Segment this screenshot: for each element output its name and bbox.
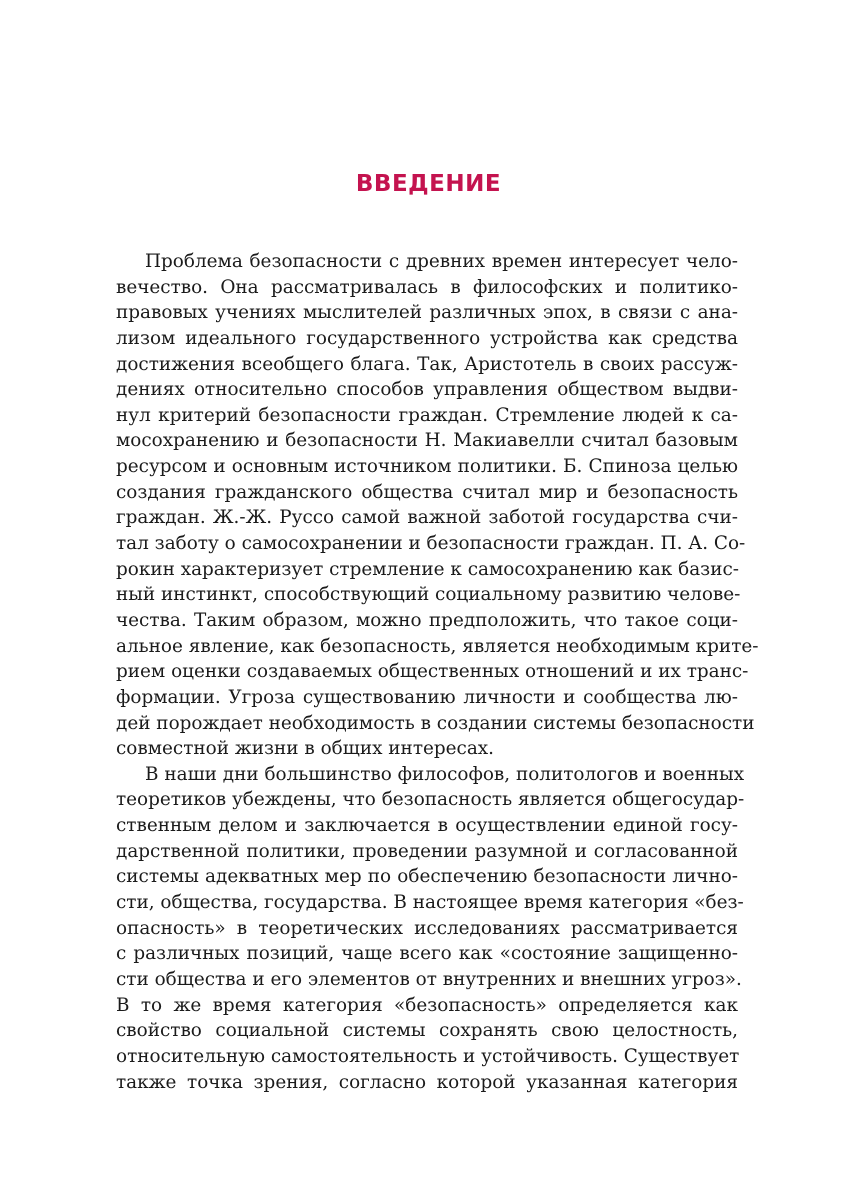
text-line: альное явление, как безопасность, является необходимым крите- — [116, 635, 759, 657]
text-line: лизом идеального государственного устройства как средства — [116, 327, 738, 349]
text-line: ственным делом и заключается в осуществлении единой госу- — [116, 815, 738, 837]
text-line-paragraph-end: совместной жизни в общих интересах. — [116, 738, 495, 760]
text-line: мосохранению и безопасности Н. Макиавелли считал базовым — [116, 430, 738, 452]
text-line: сти общества и его элементов от внутренних и внешних угроз». — [116, 968, 742, 990]
text-line: с различных позиций, чаще всего как «состояние защищенно- — [116, 943, 738, 965]
text-line: дарственной политики, проведении разумной и согласованной — [116, 840, 738, 862]
text-line: свойство социальной системы сохранять свою целостность, — [116, 1020, 738, 1042]
text-line: граждан. Ж.-Ж. Руссо самой важной заботой государства счи- — [116, 507, 738, 529]
text-line: правовых учениях мыслителей различных эпох, в связи с ана- — [116, 302, 738, 324]
text-line: опасность» в теоретических исследованиях рассматривается — [116, 917, 738, 939]
chapter-heading: ВВЕДЕНИЕ — [355, 171, 502, 197]
text-line: вечество. Она рассматривалась в философских и политико- — [116, 276, 738, 298]
text-line: тал заботу о самосохранении и безопасности граждан. П. А. Со- — [116, 533, 746, 555]
body-text — [116, 249, 759, 1095]
text-line: относительную самостоятельность и устойчивость. Существует — [116, 1045, 740, 1067]
text-line: дениях относительно способов управления обществом выдви- — [116, 379, 738, 401]
text-line: рием оценки создаваемых общественных отношений и их транс- — [116, 661, 749, 683]
text-line: В то же время категория «безопасность» определяется как — [116, 994, 738, 1016]
text-line: рокин характеризует стремление к самосохранению как базис- — [116, 558, 739, 580]
text-line: В наши дни большинство философов, политологов и военных — [145, 763, 745, 785]
text-line: сти, общества, государства. В настоящее время категория «без- — [116, 892, 744, 914]
text-line: достижения всеобщего блага. Так, Аристотель в своих рассуж- — [116, 353, 738, 375]
text-line: системы адекватных мер по обеспечению безопасности лично- — [116, 866, 738, 888]
text-line: нул критерий безопасности граждан. Стремление людей к са- — [116, 404, 738, 426]
text-line: Проблема безопасности с древних времен интересует чело- — [145, 251, 738, 272]
text-line: ресурсом и основным источником политики. Б. Спиноза целью — [116, 456, 738, 478]
text-line: дей порождает необходимость в создании системы безопасности — [116, 712, 755, 734]
text-line: чества. Таким образом, можно предположить, что такое соци- — [116, 609, 738, 631]
text-line: создания гражданского общества считал мир и безопасность — [116, 481, 738, 503]
text-line: ный инстинкт, способствующий социальному развитию челове- — [116, 584, 741, 606]
text-line: формации. Угроза существованию личности и сообщества лю- — [116, 686, 738, 708]
text-line: теоретиков убеждены, что безопасность является общегосудар- — [116, 789, 745, 811]
text-line: также точка зрения, согласно которой указанная категория — [116, 1071, 738, 1093]
